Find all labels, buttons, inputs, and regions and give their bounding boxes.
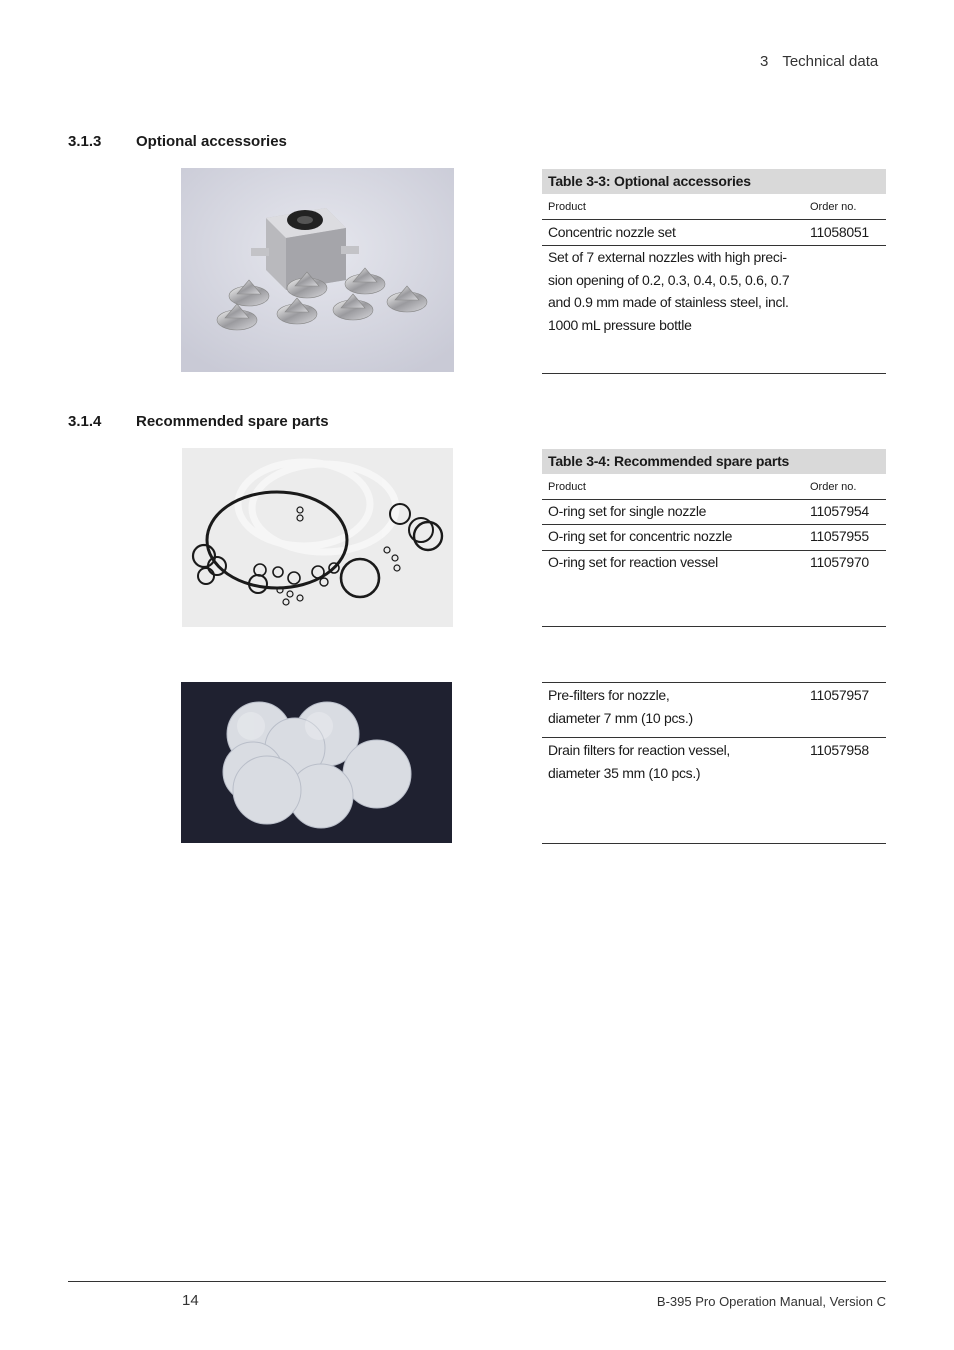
order-number-cell: 11057970 bbox=[810, 554, 869, 570]
section-number-3-1-3: 3.1.3 bbox=[68, 133, 102, 150]
table-row bbox=[542, 525, 886, 551]
order-number-cell: 11057957 bbox=[810, 687, 869, 703]
product-description-cell: Set of 7 external nozzles with high preci-sion opening of 0.2, 0.3, 0.4, 0.5, 0.6, 0.7 and 0.9 mm made of stainless steel, incl. 1000 mL pressure bottle bbox=[548, 249, 790, 333]
order-number-cell: 11057958 bbox=[810, 742, 869, 758]
product-cell: O-ring set for single nozzle bbox=[548, 503, 707, 519]
document-title: B-395 Pro Operation Manual, Version C bbox=[656, 1294, 886, 1309]
product-cell bbox=[548, 684, 800, 729]
product-cell: O-ring set for concentric nozzle bbox=[548, 528, 733, 544]
product-line: diameter 35 mm (10 pcs.) bbox=[548, 764, 701, 781]
column-header-order-no: Order no. bbox=[810, 481, 857, 493]
table-3-3-title: Table 3-3: Optional accessories bbox=[542, 169, 886, 194]
footer-rule bbox=[68, 1281, 886, 1282]
table-row bbox=[542, 246, 886, 374]
table-3-4-header bbox=[542, 475, 886, 500]
table-row bbox=[542, 683, 886, 738]
table-3-4-title: Table 3-4: Recommended spare parts bbox=[542, 449, 886, 474]
column-header-order-no: Order no. bbox=[810, 201, 857, 213]
chapter-header bbox=[760, 53, 878, 70]
column-header-product: Product bbox=[548, 201, 586, 213]
product-line: diameter 7 mm (10 pcs.) bbox=[548, 709, 693, 726]
section-title-optional-accessories: Optional accessories bbox=[136, 133, 287, 150]
chapter-title: Technical data bbox=[782, 53, 879, 70]
filters-photo bbox=[181, 682, 452, 843]
product-line: Pre-filters for nozzle, bbox=[548, 687, 670, 703]
section-number-3-1-4: 3.1.4 bbox=[68, 413, 102, 430]
chapter-number: 3 bbox=[760, 53, 769, 70]
order-number-cell: 11057955 bbox=[810, 528, 869, 544]
section-title-recommended-spare-parts: Recommended spare parts bbox=[136, 413, 329, 430]
table-row bbox=[542, 551, 886, 627]
order-number-cell: 11057954 bbox=[810, 503, 869, 519]
table-row bbox=[542, 738, 886, 844]
product-cell bbox=[548, 739, 800, 784]
product-cell: O-ring set for reaction vessel bbox=[548, 554, 718, 570]
table-row bbox=[542, 220, 886, 246]
product-cell: Concentric nozzle set bbox=[548, 224, 676, 240]
page-number: 14 bbox=[182, 1292, 199, 1309]
nozzle-set-photo bbox=[181, 168, 454, 372]
product-line: Drain filters for reaction vessel, bbox=[548, 742, 730, 758]
table-3-3-header bbox=[542, 195, 886, 220]
order-number-cell: 11058051 bbox=[810, 224, 869, 240]
table-row bbox=[542, 500, 886, 525]
column-header-product: Product bbox=[548, 481, 586, 493]
o-ring-set-photo bbox=[182, 448, 453, 627]
